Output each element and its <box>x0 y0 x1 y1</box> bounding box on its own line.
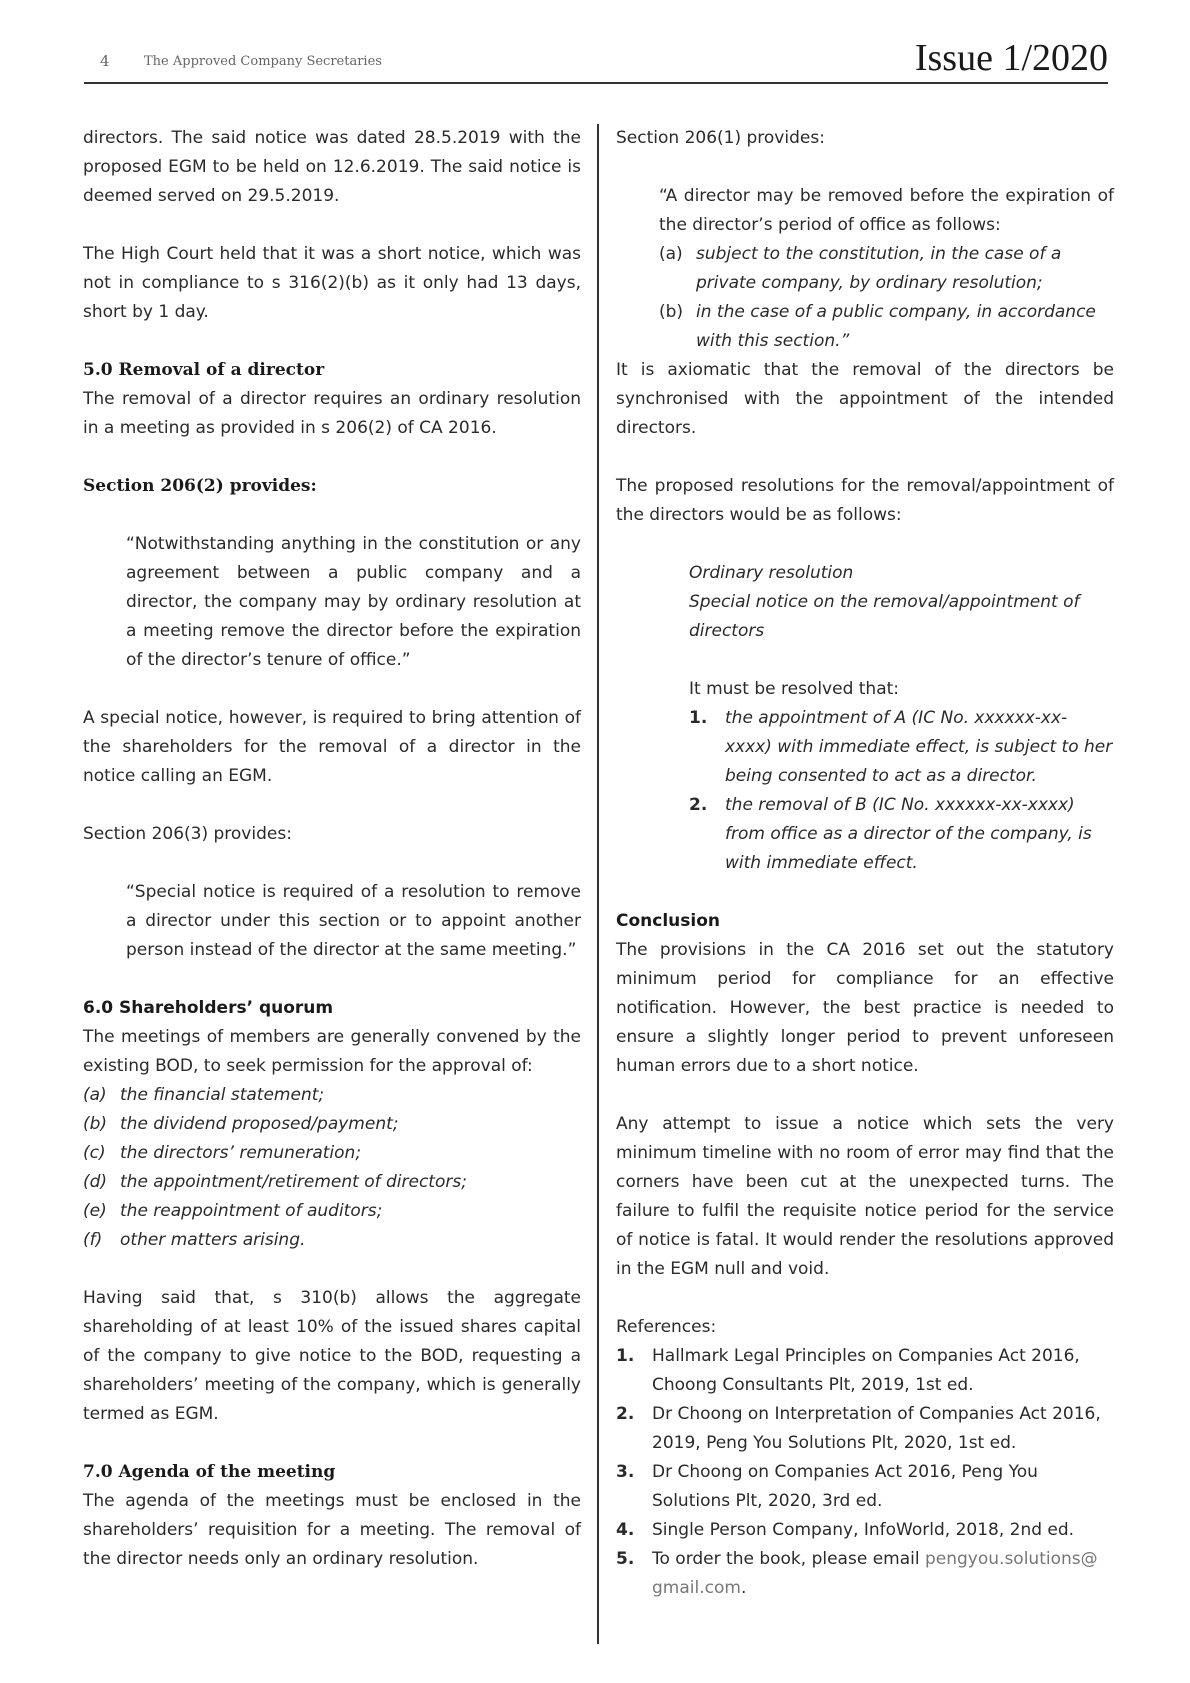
paragraph: Section 206(1) provides: <box>616 128 825 148</box>
section-heading-7: 7.0 Agenda of the meeting <box>83 1462 336 1482</box>
list-item: (b) the dividend proposed/payment; <box>83 1114 399 1134</box>
resolution-list <box>689 704 1114 878</box>
reference-item: 1. Hallmark Legal Principles on Companies Act 2016, Choong Consultants Plt, 2019, 1st ed. <box>616 1346 1080 1395</box>
resolution-block <box>689 559 1114 646</box>
approval-list <box>83 1081 581 1255</box>
list-item: (b) in the case of a public company, in accordance with this section.” <box>659 302 1096 351</box>
paragraph: The meetings of members are generally convened by the existing BOD, to seek permission for the approval of: <box>83 1027 581 1076</box>
list-item: (a) the financial statement; <box>83 1085 325 1105</box>
paragraph: A special notice, however, is required to bring attention of the shareholders for the removal of a director in the notice calling an EGM. <box>83 708 581 786</box>
list-item: (e) the reappointment of auditors; <box>83 1201 383 1221</box>
paragraph: Having said that, s 310(b) allows the aggregate shareholding of at least 10% of the issued shares capital of the company to give notice to the BOD, requesting a shareholders’ meeting of the company, which is generally termed as EGM. <box>83 1288 581 1424</box>
paragraph: The High Court held that it was a short notice, which was not in compliance to s 316(2)(b) as it only had 13 days, short by 1 day. <box>83 244 581 322</box>
section-heading-5: 5.0 Removal of a director <box>83 360 325 380</box>
references-title: References: <box>616 1317 717 1337</box>
paragraph: The removal of a director requires an ordinary resolution in a meeting as provided in s 206(2) of CA 2016. <box>83 389 581 438</box>
list-item: (d) the appointment/retirement of directors; <box>83 1172 467 1192</box>
paragraph: The agenda of the meetings must be enclosed in the shareholders’ requisition for a meeting. The removal of the director needs only an ordinary resolution. <box>83 1491 581 1569</box>
right-column <box>616 124 1114 1603</box>
subheading-206-2: Section 206(2) provides: <box>83 476 317 496</box>
reference-item: 2. Dr Choong on Interpretation of Companies Act 2016, 2019, Peng You Solutions Plt, 2020, 1st ed. <box>616 1404 1101 1453</box>
quotation-list <box>659 240 1114 356</box>
resolved-intro: It must be resolved that: <box>689 679 900 699</box>
list-item: (c) the directors’ remuneration; <box>83 1143 362 1163</box>
reference-item: 3. Dr Choong on Companies Act 2016, Peng You Solutions Plt, 2020, 3rd ed. <box>616 1462 1038 1511</box>
quotation: “Special notice is required of a resolution to remove a director under this section or to appoint another person instead of the director at the same meeting.” <box>126 882 581 960</box>
reference-item: 5. To order the book, please email pengyou.solutions@ gmail.com. <box>616 1549 1098 1598</box>
paragraph: directors. The said notice was dated 28.5.2019 with the proposed EGM to be held on 12.6.2019. The said notice is deemed served on 29.5.2019. <box>83 128 581 206</box>
paragraph: The provisions in the CA 2016 set out the statutory minimum period for compliance for an effective notification. However, the best practice is needed to ensure a slightly longer period to prevent unforeseen human errors due to a short notice. <box>616 940 1114 1076</box>
paragraph: Any attempt to issue a notice which sets the very minimum timeline with no room of error may find that the corners have been cut at the unexpected turns. The failure to fulfil the requisite notice period for the service of notice is fatal. It would render the resolutions approved in the EGM null and void. <box>616 1114 1114 1279</box>
page-number: 4 <box>100 52 110 70</box>
column-divider <box>597 124 599 1644</box>
references-list <box>616 1342 1114 1603</box>
list-item: 2. the removal of B (IC No. xxxxxx-xx-xxxx) from office as a director of the company, is with immediate effect. <box>689 795 1092 873</box>
reference-item: 4. Single Person Company, InfoWorld, 2018, 2nd ed. <box>616 1520 1075 1540</box>
list-item: (a) subject to the constitution, in the case of a private company, by ordinary resolution; <box>659 244 1062 293</box>
left-column <box>83 124 581 1603</box>
conclusion-heading: Conclusion <box>616 911 720 931</box>
issue-label: Issue 1/2020 <box>914 37 1108 79</box>
paragraph: The proposed resolutions for the removal/appointment of the directors would be as follows: <box>616 476 1114 525</box>
paragraph: Section 206(3) provides: <box>83 824 292 844</box>
quotation: “A director may be removed before the expiration of the director’s period of office as follows: <box>659 186 1114 235</box>
resolution-title: Special notice on the removal/appointment of directors <box>689 592 1080 641</box>
quotation: “Notwithstanding anything in the constitution or any agreement between a public company and a director, the company may by ordinary resolution at a meeting remove the director before the expiration of the director’s tenure of office.” <box>126 534 581 670</box>
section-heading-6: 6.0 Shareholders’ quorum <box>83 998 334 1018</box>
list-item: 1. the appointment of A (IC No. xxxxxx-xx-xxxx) with immediate effect, is subject to her being consented to act as a director. <box>689 708 1113 786</box>
paragraph: It is axiomatic that the removal of the directors be synchronised with the appointment of the intended directors. <box>616 360 1114 438</box>
resolution-type: Ordinary resolution <box>689 563 854 583</box>
publication-name: The Approved Company Secretaries <box>144 54 382 69</box>
page-header <box>84 38 1108 84</box>
list-item: (f) other matters arising. <box>83 1230 306 1250</box>
email-link[interactable]: pengyou.solutions@ gmail.com <box>652 1549 1098 1598</box>
